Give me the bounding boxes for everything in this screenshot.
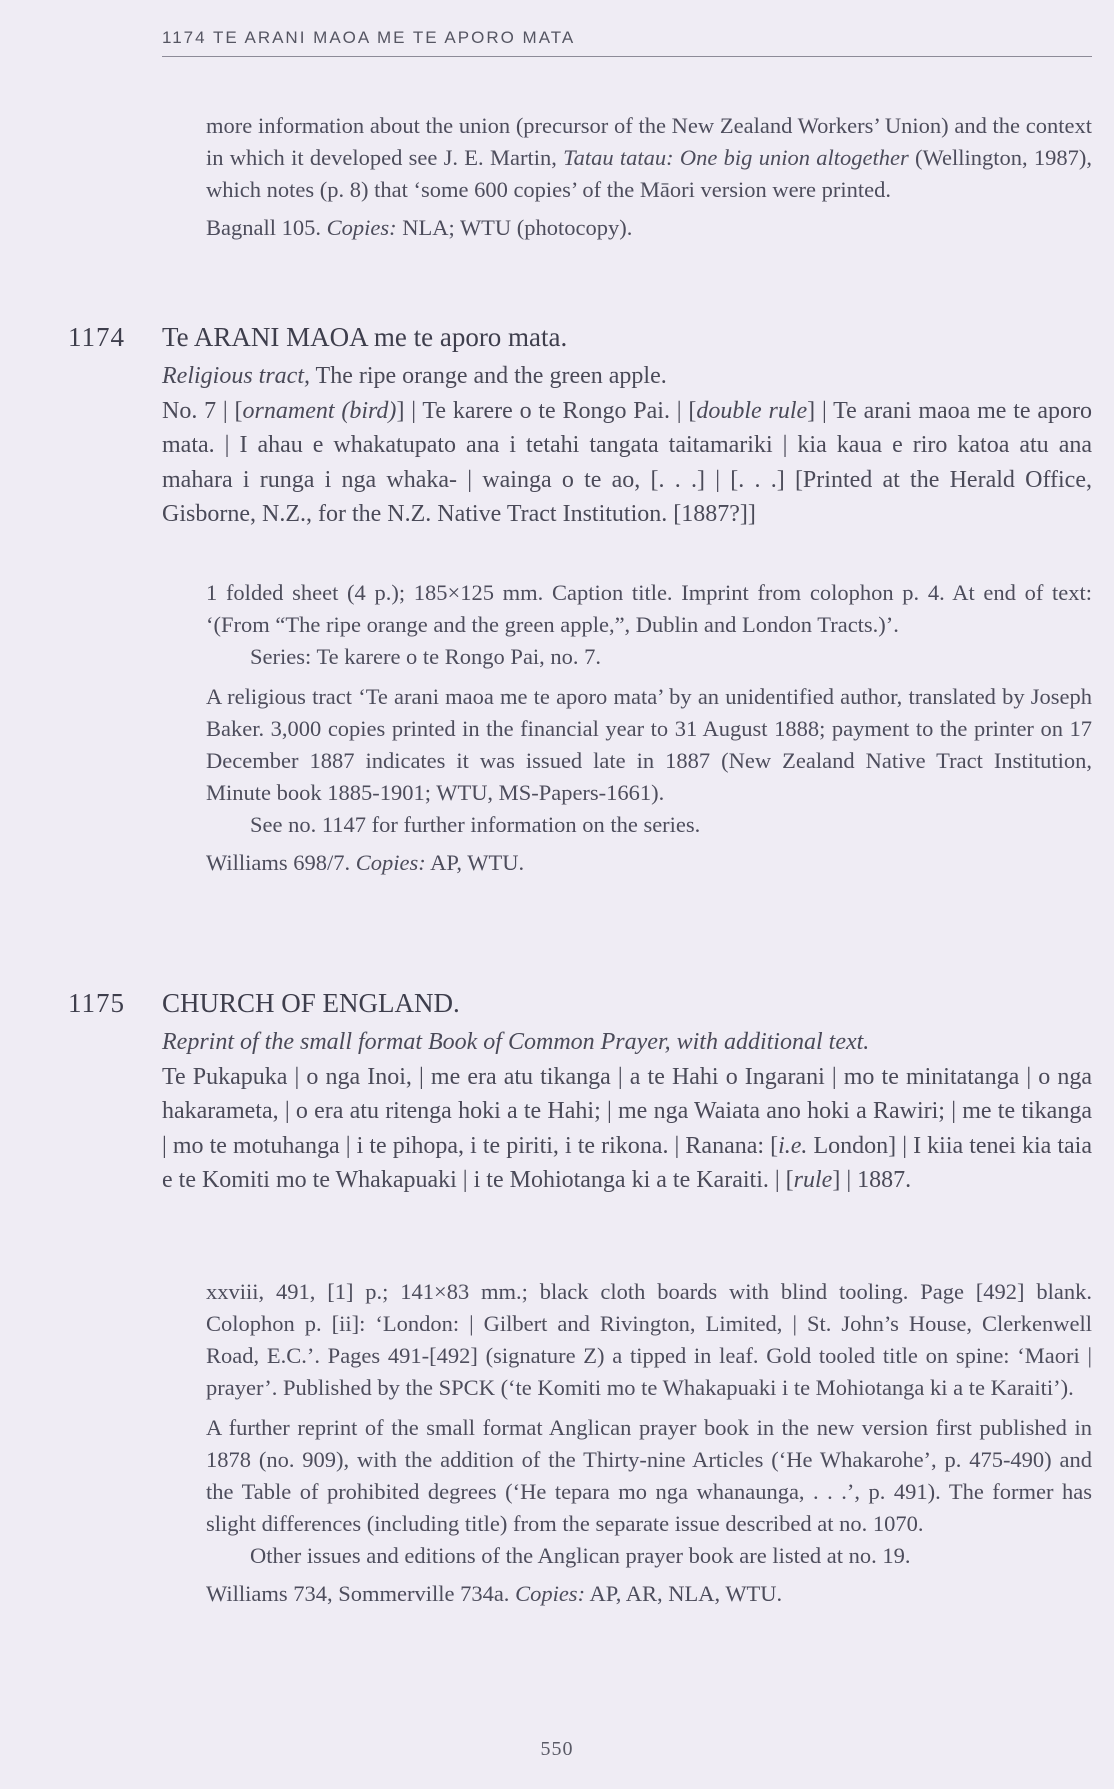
physical-description: 1 folded sheet (4 p.); 185×125 mm. Caption title. Imprint from colophon p. 4. At end of text: ‘(From “The ripe orange and the green apple,”, Dublin and London Tracts.)’. [206,580,1092,637]
notes-paragraph: A religious tract ‘Te arani maoa me te aporo mata’ by an unidentified author, translated by Joseph Baker. 3,000 copies printed in the financial year to 31 August 1888; payment to the printer on 17 December 1887 indicates it was issued late in 1887 (New Zealand Native Tract Institution, Minute book 1885-1901; WTU, MS-Papers-1661). [206,684,1092,805]
see-also-note: See no. 1147 for further information on the series. [250,812,701,837]
entry-title-1174: Te ARANI MAOA me te aporo mata. [162,322,568,352]
transcription-segment: rule [793,1167,833,1193]
page-number: 550 [540,1738,574,1760]
running-head: 1174 TE ARANI MAOA ME TE APORO MATA [162,28,576,47]
physical-description: xxviii, 491, [1] p.; 141×83 mm.; black cloth boards with blind tooling. Page [492] blank. Colophon p. [ii]: ‘London: | Gilbert and Rivington, Limited, | St. John’s House, Clerkenwell Road, E.C.’. Pages 491-[492] (signature Z) a tipped in leaf. Gold tooled title on spine: ‘Maori | prayer’. Published by the SPCK (‘te Komiti mo te Whakapuaki i te Mohiotanga ki a te Karaiti’). [206,1279,1092,1400]
entry-reference: Williams 698/7. Copies: AP, WTU. [206,850,525,875]
entry-number-1174: 1174 [68,322,125,352]
continuation-paragraph: more information about the union (precursor of the New Zealand Workers’ Union) and the context in which it developed see J. E. Martin, Tatau tatau: One big union altogether (Wellington, 1987), which notes (p. 8) that ‘some 600 copies’ of the Māori version were printed. [206,113,1092,202]
transcription-segment: i.e. [778,1132,808,1159]
transcription-segment: ] | Te karere o te Rongo Pai. | [ [396,397,697,424]
title-transcription [162,1060,1092,1198]
entry-description-1174 [162,359,1092,532]
title-transcription [162,394,1092,532]
continuation-note [206,110,1092,244]
transcription-segment: double rule [696,397,808,424]
notes-paragraph: A further reprint of the small format Anglican prayer book in the new version first published in 1878 (no. 909), with the addition of the Thirty-nine Articles (‘He Whakarohe’, p. 475-490) and the Table of prohibited degrees (‘He tepara mo nga whanaunga, . . .’, p. 491). The former has slight differences (including title) from the separate issue described at no. 1070. [206,1415,1092,1536]
continuation-reference: Bagnall 105. Copies: NLA; WTU (photocopy). [206,215,633,240]
transcription-segment: ] | Te arani maoa me te aporo mata. | I ahau e whakatupato ana i tetahi tangata taitamariki | kia kaua e riro katoa atu ana mahara i runga i nga whaka- | wainga o te ao, [. . .] | [. . .] [Printed at the Herald Office, Gisborne, N.Z., for the N.Z. Native Tract Institution. [1887?]] [162,397,1092,527]
transcription-segment: Te Pukapuka | o nga Inoi, | me era atu tikanga | a te Hahi o Ingarani | mo te minitatanga | o nga hakarameta, | o era atu ritenga hoki a te Hahi; | me nga Waiata ano hoki a Rawiri; | me te tikanga | mo te motuhanga | i te pihopa, i te piriti, i te rikona. | Ranana: [ [162,1063,1092,1159]
entry-subtitle: Reprint of the small format Book of Common Prayer, with additional text. [162,1029,870,1055]
transcription-segment: No. 7 | [ [162,397,243,424]
entry-title-1175: CHURCH OF ENGLAND. [162,988,460,1018]
entry-details-1175 [206,1276,1092,1610]
entry-details-1174 [206,577,1092,879]
entry-number-1175: 1175 [68,988,125,1018]
transcription-segment: ] | 1887. [832,1167,912,1193]
see-also-note: Other issues and editions of the Anglican prayer book are listed at no. 19. [250,1543,911,1568]
header-rule [162,56,1092,57]
series-note: Series: Te karere o te Rongo Pai, no. 7. [250,644,602,669]
entry-reference: Williams 734, Sommerville 734a. Copies: AP, AR, NLA, WTU. [206,1581,783,1606]
entry-description-1175 [162,1025,1092,1198]
transcription-segment: ornament (bird) [242,397,397,424]
transcription-segment: London] | I kiia tenei kia taia e te Komiti mo te Whakapuaki | i te Mohiotanga ki a te Karaiti. | [ [162,1132,1092,1193]
entry-subtitle: Religious tract, The ripe orange and the green apple. [162,363,667,389]
